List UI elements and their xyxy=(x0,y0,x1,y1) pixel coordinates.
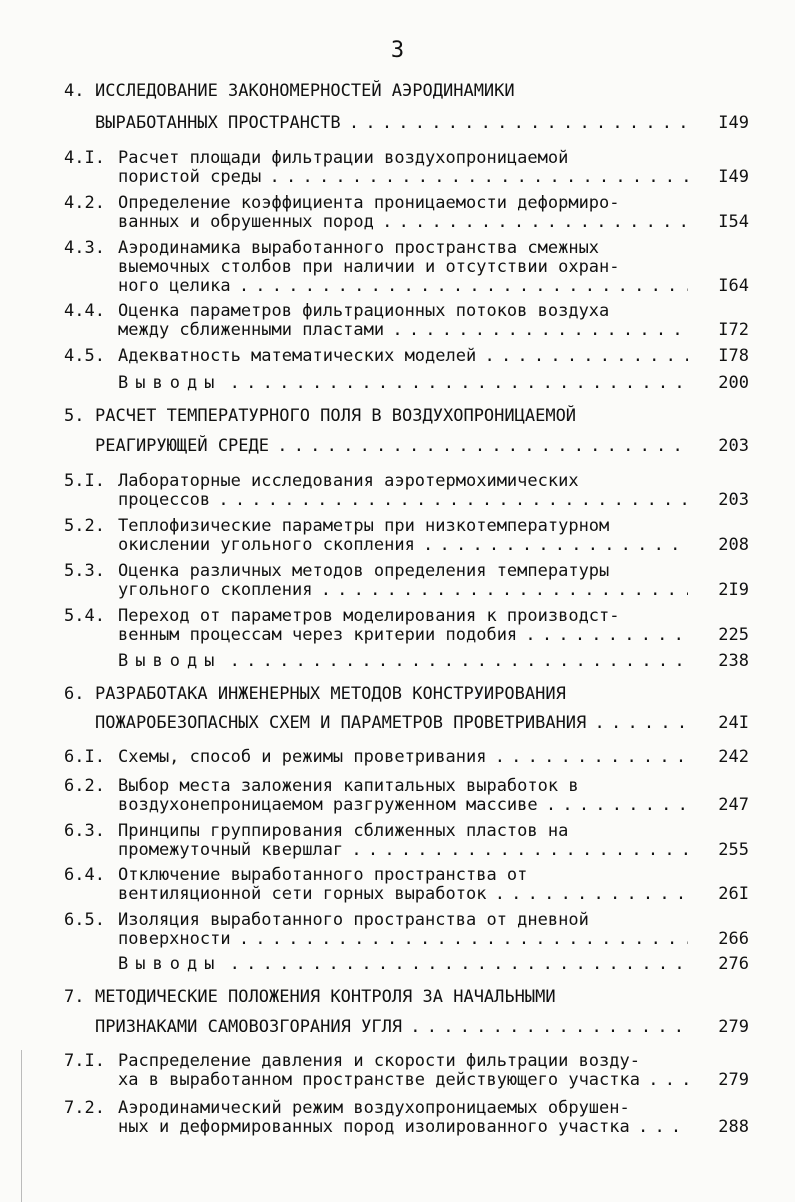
toc-entry-line xyxy=(0,928,795,950)
toc-entry-line xyxy=(0,534,795,556)
toc-entry-line xyxy=(0,372,795,394)
toc-entry-line xyxy=(0,579,795,601)
section-title: окислении угольного скопления . . . xyxy=(118,534,688,556)
section-title: угольного скопления . . . xyxy=(118,579,688,601)
toc-entry-line xyxy=(0,953,795,975)
page-ref: 242 xyxy=(718,747,749,767)
page-ref: 26I xyxy=(718,884,749,904)
chapter-number: 6. xyxy=(64,684,85,704)
section-number: 6.2. xyxy=(64,776,105,796)
page-ref: 247 xyxy=(718,795,749,815)
chapter-heading-line xyxy=(0,683,795,705)
section-title: венным процессам через критерии подобия . . . xyxy=(118,624,688,646)
section-title: ванных и обрушенных пород . . . xyxy=(118,211,688,233)
page-ref: 203 xyxy=(718,490,749,510)
section-number: 5.2. xyxy=(64,516,105,536)
section-title: Отключение выработанного пространства от xyxy=(118,865,528,885)
page-ref: 279 xyxy=(718,1070,749,1090)
page-ref: I49 xyxy=(718,113,749,133)
toc-entry-line xyxy=(0,1069,795,1091)
section-number: 4.4. xyxy=(64,301,105,321)
toc-entry-line xyxy=(0,275,795,297)
section-title: процессов . . . xyxy=(118,489,688,511)
section-number: 5.I. xyxy=(64,471,105,491)
toc-entry-line xyxy=(0,883,795,905)
section-title: Расчет площади фильтрации воздухопроницаемой xyxy=(118,148,569,168)
section-title: Распределение давления и скорости фильтрации возду- xyxy=(118,1051,640,1071)
section-title: воздухонепроницаемом разгруженном массиве . . . xyxy=(118,794,688,816)
page-ref: I64 xyxy=(718,276,749,296)
chapter-title-continued: ПОЖАРОБЕЗОПАСНЫХ СХЕМ И ПАРАМЕТРОВ ПРОВЕТРИВАНИЯ . . . xyxy=(95,712,690,734)
section-title: поверхности . . . xyxy=(118,928,688,950)
chapter-title: МЕТОДИЧЕСКИЕ ПОЛОЖЕНИЯ КОНТРОЛЯ ЗА НАЧАЛЬНЫМИ xyxy=(95,987,556,1007)
toc-entry-line xyxy=(0,839,795,861)
page-ref: 203 xyxy=(718,436,749,456)
section-number: 7.I. xyxy=(64,1051,105,1071)
section-title: Принципы группирования сближенных пластов на xyxy=(118,821,569,841)
section-title: ха в выработанном пространстве действующего участка . . . xyxy=(118,1069,688,1091)
scan-margin-line xyxy=(21,1050,22,1202)
chapter-title: ИССЛЕДОВАНИЕ ЗАКОНОМЕРНОСТЕЙ АЭРОДИНАМИКИ xyxy=(95,81,515,101)
section-number: 4.2. xyxy=(64,193,105,213)
section-title: Изоляция выработанного пространства от дневной xyxy=(118,910,589,930)
section-number: 4.I. xyxy=(64,148,105,168)
page-ref: I72 xyxy=(718,320,749,340)
section-title: Оценка различных методов определения температуры xyxy=(118,561,610,581)
section-title: ных и деформированных пород изолированного участка . . . xyxy=(118,1116,688,1138)
section-title: Теплофизические параметры при низкотемпературном xyxy=(118,516,610,536)
chapter-title-continued: РЕАГИРУЮЩЕЙ СРЕДЕ . . . xyxy=(95,435,690,457)
chapter-heading-line xyxy=(0,112,795,134)
page-ref: 276 xyxy=(718,954,749,974)
page-ref: 238 xyxy=(718,651,749,671)
toc-entry-line xyxy=(0,746,795,768)
section-number: 6.5. xyxy=(64,910,105,930)
section-number: 5.4. xyxy=(64,606,105,626)
page-ref: I54 xyxy=(718,212,749,232)
page-ref: 288 xyxy=(718,1117,749,1137)
page-ref: 266 xyxy=(718,929,749,949)
chapter-number: 7. xyxy=(64,987,85,1007)
section-title: Аэродинамика выработанного пространства смежных xyxy=(118,238,600,258)
conclusion-title xyxy=(118,650,688,672)
chapter-heading-line xyxy=(0,712,795,734)
section-number: 5.3. xyxy=(64,561,105,581)
toc-entry-line xyxy=(0,211,795,233)
section-title: пористой среды . . . xyxy=(118,166,688,188)
toc-entry-line xyxy=(0,1116,795,1138)
toc-entry-line xyxy=(0,489,795,511)
conclusion-word: Выводы xyxy=(118,954,222,974)
page-ref: I49 xyxy=(718,167,749,187)
chapter-title: РАЗРАБОТАКА ИНЖЕНЕРНЫХ МЕТОДОВ КОНСТРУИРОВАНИЯ xyxy=(95,684,566,704)
section-number: 6.4. xyxy=(64,865,105,885)
toc-entry-line xyxy=(0,650,795,672)
section-number: 6.3. xyxy=(64,821,105,841)
chapter-heading-line xyxy=(0,80,795,102)
section-number: 4.3. xyxy=(64,238,105,258)
page-ref: 24I xyxy=(718,713,749,733)
page-ref: 2I9 xyxy=(718,580,749,600)
toc-entry-line xyxy=(0,345,795,367)
section-title: Адекватность математических моделей . . . xyxy=(118,345,688,367)
section-title: Определение коэффициента проницаемости деформиро- xyxy=(118,193,620,213)
conclusion-title xyxy=(118,372,688,394)
conclusion-word: Выводы xyxy=(118,651,222,671)
page-ref: 279 xyxy=(718,1017,749,1037)
section-number: 7.2. xyxy=(64,1098,105,1118)
section-title: ного целика . . . xyxy=(118,275,688,297)
toc-entry-line xyxy=(0,794,795,816)
section-title: Аэродинамический режим воздухопроницаемых обрушен- xyxy=(118,1098,630,1118)
chapter-title: РАСЧЕТ ТЕМПЕРАТУРНОГО ПОЛЯ В ВОЗДУХОПРОНИЦАЕМОЙ xyxy=(95,406,577,426)
section-title: Схемы, способ и режимы проветривания . . . xyxy=(118,746,688,768)
section-title: Выбор места заложения капитальных выработок в xyxy=(118,776,579,796)
chapter-heading-line xyxy=(0,986,795,1008)
toc-entry-line xyxy=(0,166,795,188)
section-title: Лабораторные исследования аэротермохимических xyxy=(118,471,579,491)
section-title: вентиляционной сети горных выработок . . . xyxy=(118,883,688,905)
page-ref: 208 xyxy=(718,535,749,555)
chapter-title-continued: ПРИЗНАКАМИ САМОВОЗГОРАНИЯ УГЛЯ . . . xyxy=(95,1016,690,1038)
chapter-title-continued: ВЫРАБОТАННЫХ ПРОСТРАНСТВ . . . xyxy=(95,112,690,134)
page-ref: 200 xyxy=(718,373,749,393)
section-number: 6.I. xyxy=(64,747,105,767)
chapter-number: 5. xyxy=(64,406,85,426)
page-ref: I78 xyxy=(718,346,749,366)
page-number: 3 xyxy=(390,38,405,63)
toc-entry-line xyxy=(0,624,795,646)
section-title: выемочных столбов при наличии и отсутствии охран- xyxy=(118,257,620,277)
conclusion-word: Выводы xyxy=(118,373,222,393)
section-title: Оценка параметров фильтрационных потоков воздуха xyxy=(118,301,610,321)
page-ref: 225 xyxy=(718,625,749,645)
section-title: промежуточный квершлаг . . . xyxy=(118,839,688,861)
chapter-number: 4. xyxy=(64,81,85,101)
chapter-heading-line xyxy=(0,405,795,427)
section-title: между сближенными пластами . . . xyxy=(118,319,688,341)
section-number: 4.5. xyxy=(64,346,105,366)
chapter-heading-line xyxy=(0,435,795,457)
chapter-heading-line xyxy=(0,1016,795,1038)
toc-entry-line xyxy=(0,319,795,341)
section-title: Переход от параметров моделирования к производст- xyxy=(118,606,620,626)
page-ref: 255 xyxy=(718,840,749,860)
conclusion-title xyxy=(118,953,688,975)
